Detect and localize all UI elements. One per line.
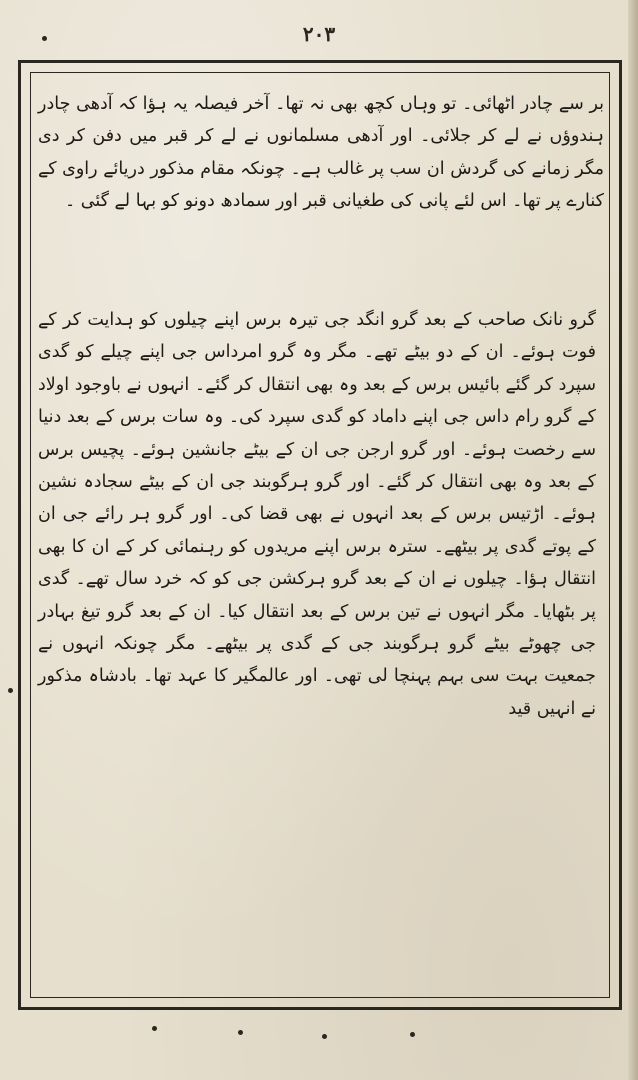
urdu-text-body [38, 88, 604, 725]
page-edge [628, 0, 638, 1080]
page-number: ۲۰۳ [302, 22, 336, 46]
print-dot [238, 1030, 243, 1035]
print-dot [152, 1026, 157, 1031]
print-dot [42, 36, 47, 41]
print-dot [410, 1032, 415, 1037]
paragraph-2: گرو نانک صاحب کے بعد گرو انگد جی تیرہ برس اپنے چیلوں کو ہدایت کر کے فوت ہوئے۔ ان کے دو بیٹے تھے۔ مگر وہ گرو امرداس جی اپنے چیلے کو گدی سپرد کر گئے بائیس برس کے بعد وہ بھی انتقال کر گئے۔ انہوں نے باوجود اولاد کے گرو رام داس جی اپنے داماد کو گدی سپرد کی۔ وہ سات برس کے بعد دنیا سے رخصت ہوئے۔ اور گرو ارجن جی ان کے بیٹے جانشین ہوئے۔ پچیس برس کے بعد وہ بھی انتقال کر گئے۔ اور گرو ہرگوبند جی ان کے بیٹے سجادہ نشین ہوئے۔ اڑتیس برس کے بعد انہوں نے بھی قضا کی۔ اور گرو ہر رائے جی ان کے پوتے گدی پر بیٹھے۔ سترہ برس اپنے مریدوں کو رہنمائی کر کے ان کا بھی انتقال ہؤا۔ چیلوں نے ان کے بعد گرو ہرکشن جی کو کہ خرد سال تھے۔ گدی پر بٹھایا۔ مگر انہوں نے تین برس کے بعد انتقال کیا۔ ان کے بعد گرو تیغ بہادر جی چھوٹے بیٹے گرو ہرگوبند جی کے گدی پر بیٹھے۔ مگر چونکہ انہوں نے جمعیت بہت سی بہم پہنچا لی تھی۔ اور عالمگیر کا عہد تھا۔ بادشاہ مذکور نے انہیں قید [38, 310, 596, 719]
print-dot [8, 688, 13, 693]
print-dot [322, 1034, 327, 1039]
paragraph-1: بر سے چادر اٹھائی۔ تو وہاں کچھ بھی نہ تھا۔ آخر فیصلہ یہ ہؤا کہ آدھی چادر ہندوؤں نے لے کر جلائی۔ اور آدھی مسلمانوں نے لے کر قبر میں دفن کر دی مگر زمانے کی گردش ان سب پر غالب ہے۔ چونکہ مقام مذکور دریائے راوی کے کنارے پر تھا۔ اس لئے پانی کی طغیانی قبر اور سمادھ دونو کو بہا لے گئی ‌‌‌‌۔ [38, 94, 604, 212]
